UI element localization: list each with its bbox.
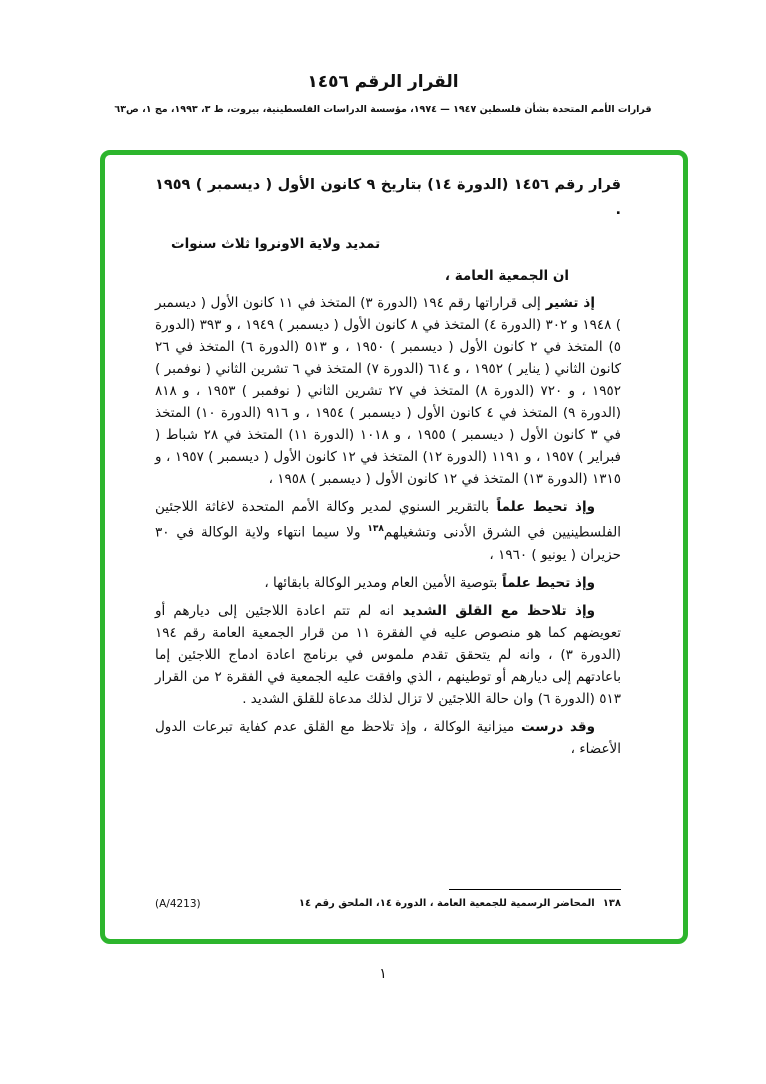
paragraph-noting-recommendation	[155, 572, 621, 594]
paragraph-text: انه لم تتم اعادة اللاجئين إلى ديارهم أو تعويضهم كما هو منصوص عليه في الفقرة ١١ من قرار الجمعية العامة رقم ١٩٤ (الدورة ٣) ، وانه لم يتحقق تقدم ملموس في برنامج اعادة ادماج اللاجئين إما باعادتهم إلى ديارهم أو توطينهم ، الذي وافقت عليه الجمعية في الفقرة ٢ من القرار ٥١٣ (الدورة ٦) وان حالة اللاجئين لا تزال لذلك مدعاة للقلق الشديد .	[155, 602, 621, 707]
paragraph-lead: ان الجمعية العامة ،	[444, 268, 569, 284]
highlight-box	[100, 150, 688, 944]
footnote-text: المحاضر الرسمية للجمعية العامة ، الدورة ١٤، الملحق رقم ١٤	[298, 898, 595, 909]
resolution-subheading: تمديد ولاية الاونروا ثلاث سنوات	[171, 236, 381, 252]
footnote-area	[155, 889, 621, 911]
paragraph-text: ولا سيما انتهاء ولاية الوكالة في ٣٠ حزيران ( يونيو ) ١٩٦٠ ،	[155, 524, 621, 563]
paragraph-lead: وإذ تحيط علماً	[496, 499, 596, 515]
paragraph-text: بالتقرير السنوي لمدير وكالة الأمم المتحدة لاغاثة اللاجئين الفلسطينيين في الشرق الأدنى وتشغيلهم	[155, 499, 621, 541]
paragraph-lead: وإذ تحيط علماً	[502, 574, 595, 591]
footnote	[155, 897, 621, 911]
footnote-reference: (A/4213)	[155, 898, 201, 910]
paragraph-text: إلى قراراتها رقم ١٩٤ (الدورة ٣) المتخذ في ١١ كانون الأول ( ديسمبر ) ١٩٤٨ و ٣٠٢ (الدورة ٤) المتخذ في ٨ كانون الأول ( ديسمبر ) ١٩٤٩ ، و ٣٩٣ (الدورة ٥) المتخذ في ٢ كانون الأول ( ديسمبر ) ١٩٥٠ ، و ٥١٣ (الدورة ٦) المتخذ في ٢٦ كانون الثاني ( يناير ) ١٩٥٢ ، و ٦١٤ (الدورة ٧) المتخذ في ٦ تشرين الثاني ( نوفمبر ) ١٩٥٢ ، و ٧٢٠ (الدورة ٨) المتخذ في ٢٧ تشرين الثاني ( نوفمبر ) ١٩٥٣ ، و ٨١٨ (الدورة ٩) المتخذ في ٤ كانون الأول ( ديسمبر ) ١٩٥٤ ، و ٩١٦ (الدورة ١٠) المتخذ في ٣ كانون الأول ( ديسمبر ) ١٩٥٥ ، و ١٠١٨ (الدورة ١١) المتخذ في ٢٨ شباط ( فبراير ) ١٩٥٧ ، و ١١٩١ (الدورة ١٢) المتخذ في ١٢ كانون الأول ( ديسمبر ) ١٩٥٧ ، و ١٣١٥ (الدورة ١٣) المتخذ في ١٢ كانون الأول ( ديسمبر ) ١٩٥٨ ،	[155, 295, 622, 487]
footnote-number: ١٣٨	[602, 898, 621, 909]
paragraph-lead: وقد درست	[520, 718, 596, 735]
paragraph-lead: وإذ تلاحظ مع القلق الشديد	[402, 602, 595, 619]
footnote-text-group	[299, 897, 621, 911]
paragraph-text: ميزانية الوكالة ، وإذ تلاحظ مع القلق عدم كفاية تبرعات الدول الأعضاء ،	[155, 718, 621, 757]
source-citation: قرارات الأمم المتحدة بشأن فلسطين ١٩٤٧ — ١٩٧٤، مؤسسة الدراسات الفلسطينية، بيروت، ط ٣، ١٩٩٣، مج ١، ص٦٣	[114, 104, 652, 115]
paragraph-intro	[155, 265, 621, 287]
paragraph-lead: إذ تشير	[545, 295, 595, 311]
page-title: القرار الرقم ١٤٥٦	[307, 72, 459, 92]
paragraph-budget	[155, 716, 621, 760]
paragraph-recalling	[155, 292, 621, 490]
paragraph-noting-report	[155, 496, 621, 566]
footnote-marker: ١٣٨	[367, 524, 384, 534]
document-body	[105, 155, 683, 760]
paragraph-deep-concern	[155, 600, 621, 710]
page-number: ١	[379, 966, 387, 982]
paragraph-text: بتوصية الأمين العام ومدير الوكالة بابقائها ،	[264, 574, 498, 591]
resolution-heading: قرار رقم ١٤٥٦ (الدورة ١٤) بتاريخ ٩ كانون الأول ( ديسمبر ) ١٩٥٩ .	[155, 177, 622, 218]
footnote-rule	[449, 889, 621, 890]
